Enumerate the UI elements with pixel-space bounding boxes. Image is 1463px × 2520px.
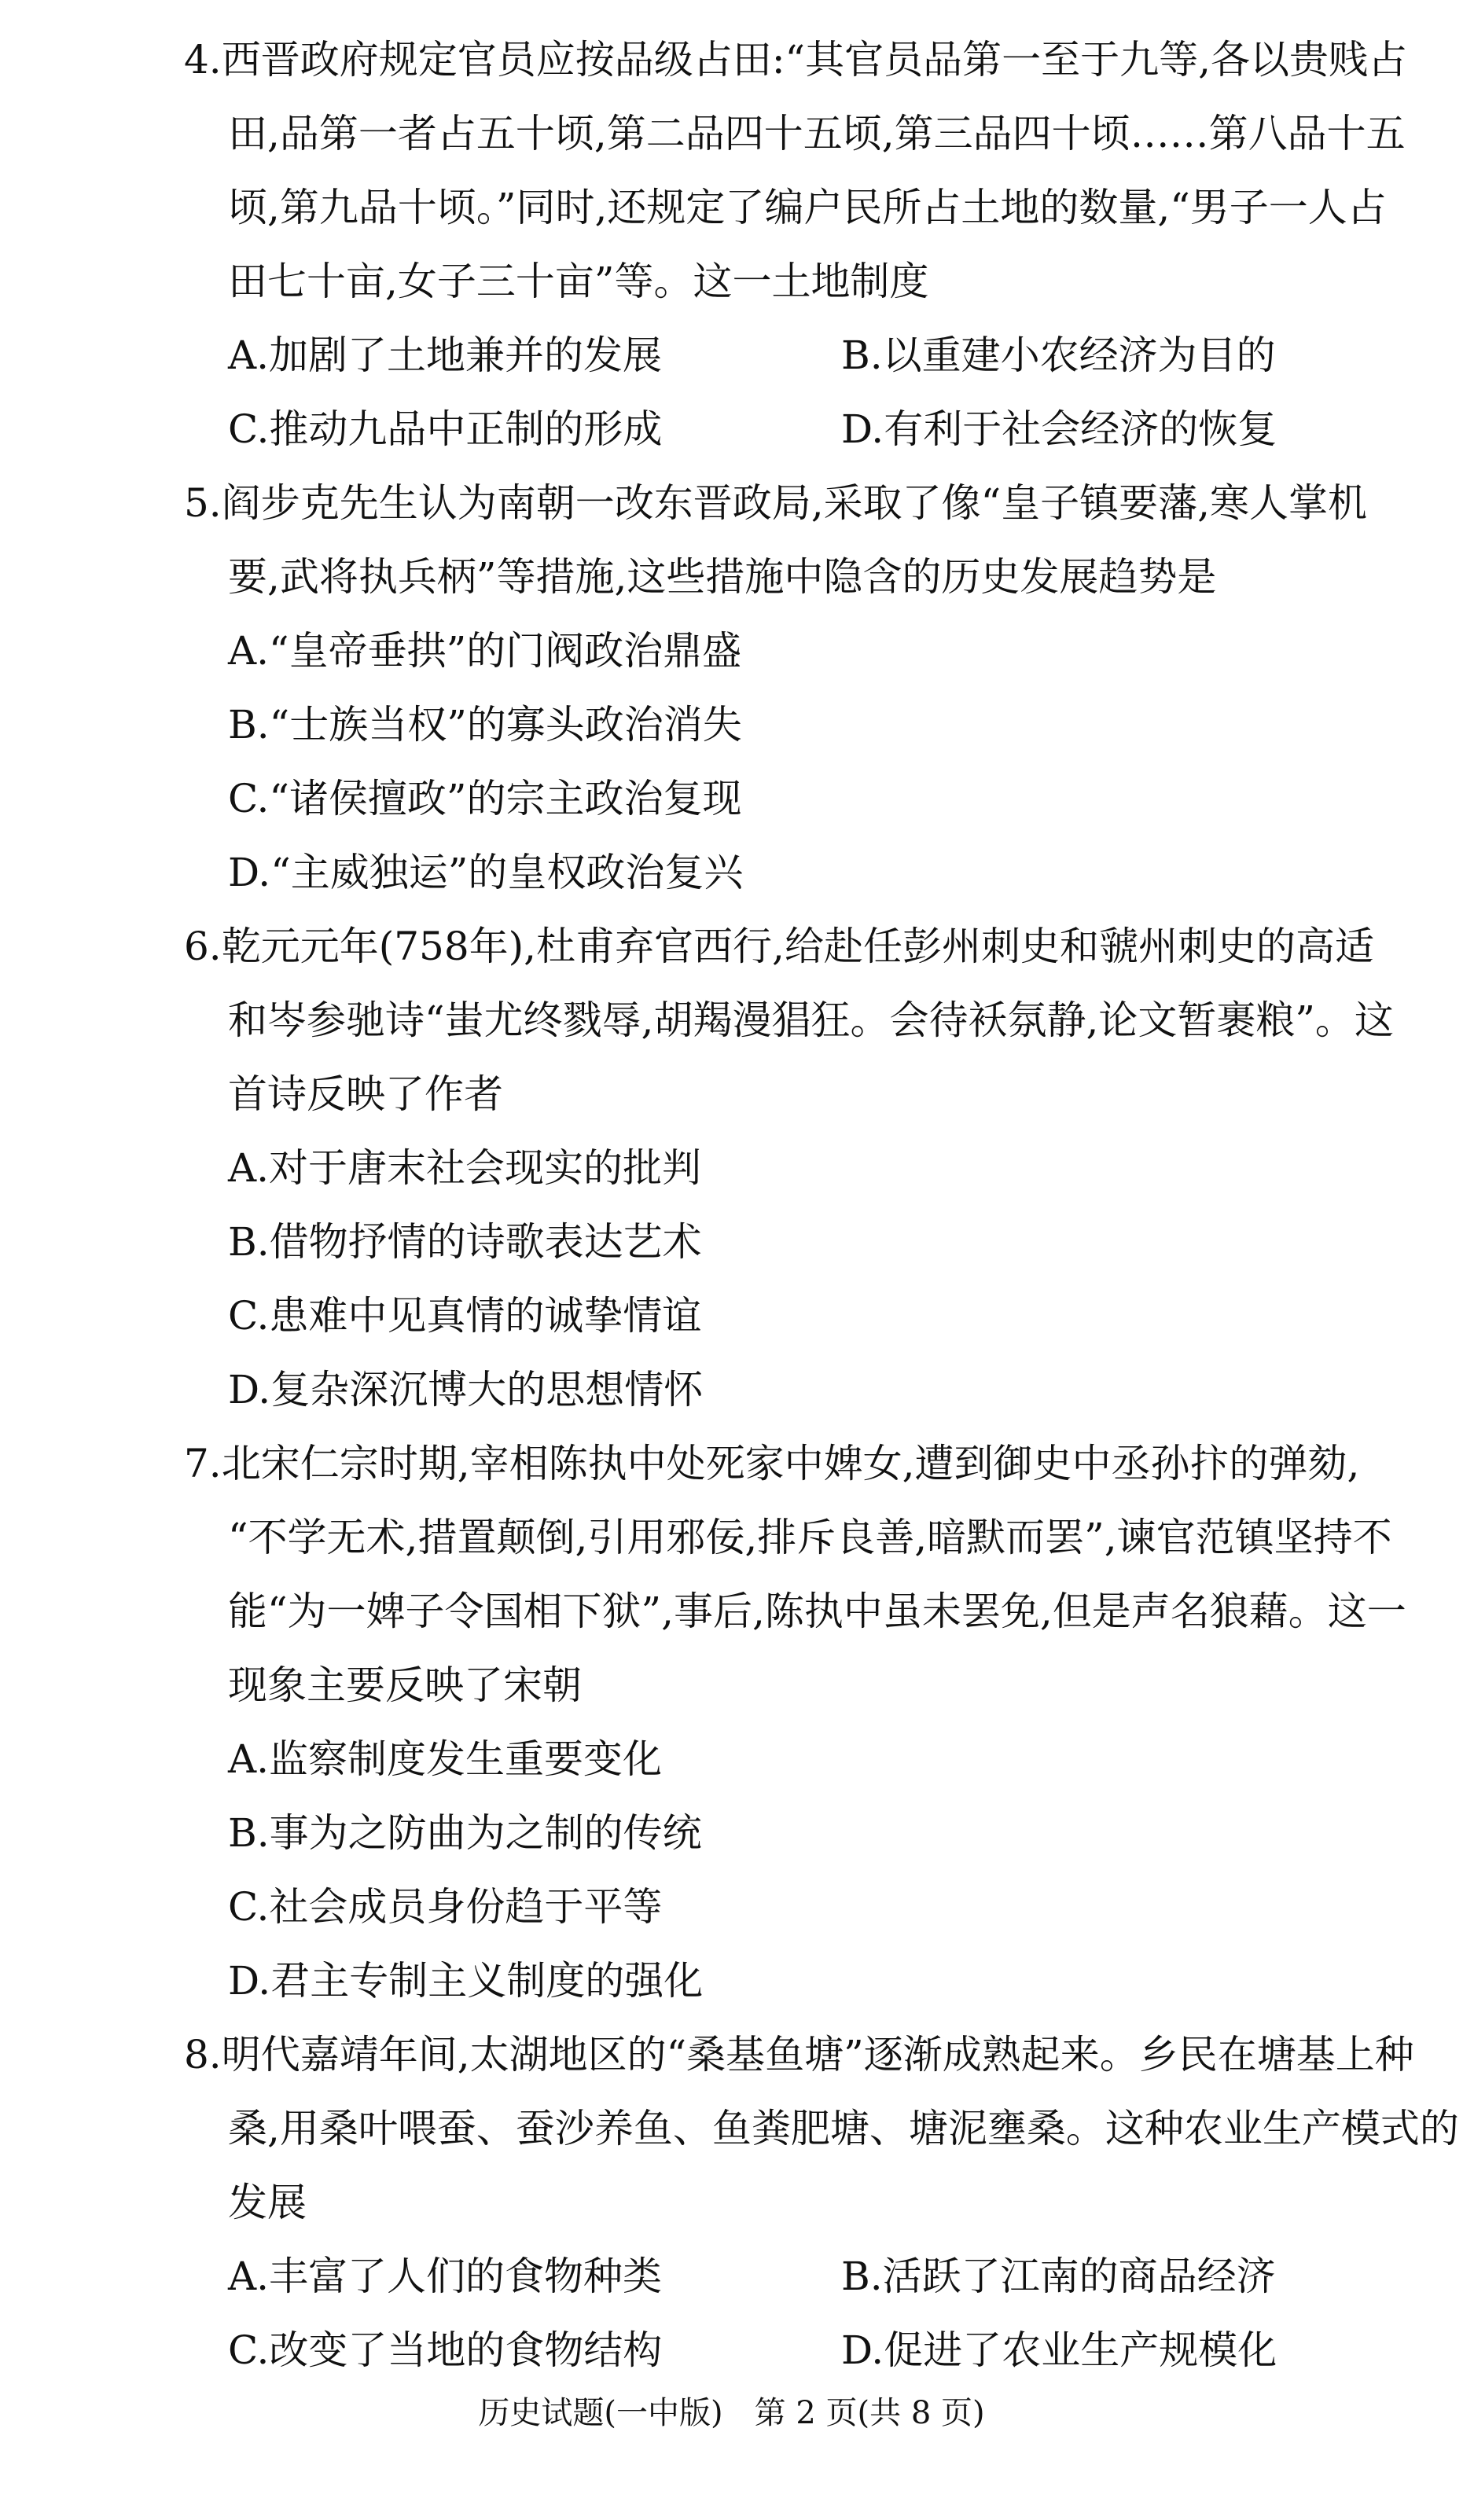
option-b: B.以重建小农经济为目的 (841, 332, 1276, 378)
option-c: C.推动九品中正制的形成 (228, 406, 663, 452)
question-text-line: 田,品第一者占五十顷,第二品四十五顷,第三品四十顷……第八品十五 (228, 111, 1406, 156)
option-d: D.“主威独运”的皇权政治复兴 (228, 850, 744, 895)
question-7 (0, 1427, 1463, 2018)
option-d: D.复杂深沉博大的思想情怀 (228, 1367, 704, 1412)
option-a: A.丰富了人们的食物种类 (228, 2254, 663, 2299)
question-text-line: 发展 (228, 2180, 307, 2225)
question-text-line: 5.阎步克先生认为南朝一改东晋政局,采取了像“皇子镇要藩,寒人掌机 (184, 480, 1368, 526)
option-b: B.“士族当权”的寡头政治消失 (228, 702, 742, 748)
question-text-line: 6.乾元元年(758年),杜甫弃官西行,给赴任彭州刺史和虢州刺史的高适 (184, 924, 1374, 969)
page-footer: 历史试题(一中版) 第 2 页(共 8 页) (478, 2395, 985, 2431)
question-text-line: 顷,第九品十顷。”同时,还规定了编户民所占土地的数量,“男子一人占 (228, 185, 1387, 230)
option-d: D.君主专制主义制度的强化 (228, 1958, 704, 2004)
option-a: A.加剧了土地兼并的发展 (228, 332, 663, 378)
question-6 (0, 909, 1463, 1427)
question-text-line: “不学无术,措置颠倒,引用邪佞,排斥良善,暗默而罢”,谏官范镇坚持不 (228, 1515, 1392, 1560)
question-text-line: 8.明代嘉靖年间,太湖地区的“桑基鱼塘”逐渐成熟起来。乡民在塘基上种 (184, 2032, 1414, 2077)
question-text-line: 桑,用桑叶喂蚕、蚕沙养鱼、鱼粪肥塘、塘泥壅桑。这种农业生产模式的 (228, 2106, 1459, 2151)
question-text-line: 首诗反映了作者 (228, 1071, 503, 1117)
question-4 (0, 23, 1463, 466)
question-8 (0, 2018, 1463, 2387)
question-text-line: 和岑参驰诗“蚩尤终戮辱,胡羯漫猖狂。会待袄氛静,论文暂裹粮”。这 (228, 997, 1394, 1043)
question-text-line: 7.北宋仁宗时期,宰相陈执中处死家中婢女,遭到御史中丞孙抃的弹劾, (184, 1441, 1360, 1486)
option-c: C.患难中见真情的诚挚情谊 (228, 1293, 702, 1339)
option-b: B.活跃了江南的商品经济 (841, 2254, 1276, 2299)
option-c: C.改变了当地的食物结构 (228, 2327, 663, 2373)
question-text-line: 要,武将执兵柄”等措施,这些措施中隐含的历史发展趋势是 (228, 554, 1217, 600)
option-b: B.借物抒情的诗歌表达艺术 (228, 1219, 702, 1265)
option-c: C.社会成员身份趋于平等 (228, 1884, 663, 1930)
question-text-line: 4.西晋政府规定官员应按品级占田:“其官员品第一至于九等,各以贵贱占 (184, 37, 1408, 83)
option-d: D.促进了农业生产规模化 (841, 2327, 1277, 2373)
option-c: C.“诸侯擅政”的宗主政治复现 (228, 776, 742, 821)
option-a: A.监察制度发生重要变化 (228, 1736, 663, 1782)
question-text-line: 能“为一婢子令国相下狱”,事后,陈执中虽未罢免,但是声名狼藉。这一 (228, 1589, 1406, 1634)
exam-page (0, 23, 1463, 2387)
option-d: D.有利于社会经济的恢复 (841, 406, 1277, 452)
question-5 (0, 466, 1463, 909)
option-a: A.对于唐末社会现实的批判 (228, 1145, 702, 1191)
question-text-line: 田七十亩,女子三十亩”等。这一土地制度 (228, 259, 929, 304)
option-b: B.事为之防曲为之制的传统 (228, 1810, 702, 1856)
option-a: A.“皇帝垂拱”的门阀政治鼎盛 (228, 628, 742, 674)
question-text-line: 现象主要反映了宋朝 (228, 1662, 582, 1708)
